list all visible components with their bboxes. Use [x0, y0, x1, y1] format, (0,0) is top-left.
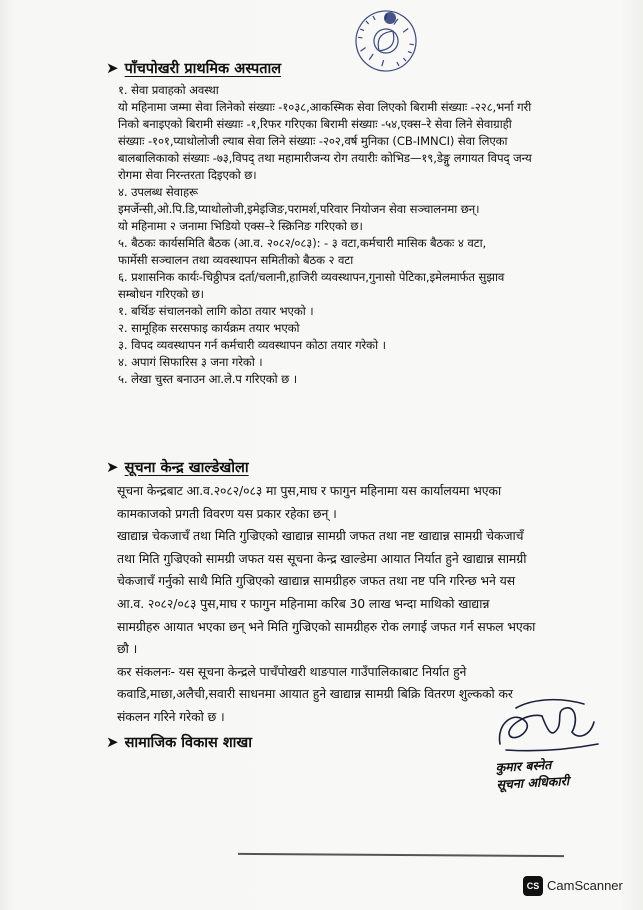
hospital-report-text: [118, 82, 532, 388]
text-line: निको बनाइएको बिरामी संख्याः -१,रिफर गरिएका बिरामी संख्याः -५४,एक्स–रे सेवा लिने सेवाग्राही: [118, 117, 512, 131]
text-line: ३. विपद व्यवस्थापन गर्न कर्मचारी व्यवस्थापन कोठा तयार गरेको ।: [118, 338, 386, 352]
text-line: खाद्यान्न चेकजाचँ तथा मिति गुज्रिएको खाद्यान्न सामग्री जफत तथा नष्ट खाद्यान्न सामग्री चेकजाचँ: [117, 528, 524, 544]
text-line: ५. लेखा चुस्त बनाउन आ.ले.प गरिएको छ ।: [118, 372, 298, 386]
text-line: ४. अपागं सिफारिस ३ जना गरेको ।: [118, 355, 263, 369]
text-line: रोगमा सेवा निरन्तरता दिइएको छ।: [118, 168, 257, 182]
arrow-bullet-icon: ➤: [106, 733, 119, 751]
text-line: संकलन गरिने गरेको छ ।: [117, 708, 225, 724]
office-seal-stamp: [343, 4, 429, 78]
text-line: ६. प्रशासनिक कार्यः-चिठ्ठीपत्र दर्ता/चलानी,हाजिरी व्यवस्थापन,गुनासो पेटिका,इमेलमार्फत सुझाव: [118, 270, 505, 284]
text-line: कर संकलनः- यस सूचना केन्द्रले पाचँपोखरी थाङपाल गाउँपालिकाबाट निर्यात हुने: [117, 663, 467, 679]
text-line: चेकजाचँ गर्नुको साथै मिति गुज्रिएको खाद्यान्न सामग्रीहरु जफत तथा नष्ट पनि गरिन्छ भने यस: [117, 573, 516, 589]
text-line: छौ ।: [117, 641, 138, 657]
text-line: ५. बैठकः कार्यसमिति बैठक (आ.व. २०८२/०८३): - ३ वटा,कर्मचारी मासिक बैठकः ४ वटा,: [118, 236, 487, 250]
info-center-report-text: [117, 480, 535, 729]
bottom-edge-line: [238, 853, 564, 857]
text-line: सूचना केन्द्रबाट आ.व.२०८२/०८३ मा पुस,माघ र फागुन महिनामा यस कार्यालयमा भएका: [117, 483, 502, 498]
text-line: संख्याः -१०१,प्याथोलोजी ल्याब सेवा लिने संख्याः -२०२,वर्ष मुनिका (CB-IMNCI) सेवा लिएका: [118, 134, 508, 148]
text-line: सम्बोधन गरिएको छ।: [118, 287, 204, 301]
text-line: कामकाजको प्रगती विवरण यस प्रकार रहेका छन् ।: [117, 505, 337, 521]
text-line: १. सेवा प्रवाहको अवस्था: [118, 83, 219, 97]
text-line: बालबालिकाको संख्याः -७३,विपद् तथा महामारीजन्य रोग तयारीः कोभिड—१९,डेङ्गु लगायत विपद् जन्य: [118, 151, 532, 165]
section-heading-info-center: [106, 458, 249, 477]
signatory-block: [495, 755, 569, 793]
signatory-name: कुमार बस्नेत: [495, 757, 552, 775]
text-line: फार्मेसी सञ्चालन तथा व्यवस्थापन समितीको बैठक २ वटा: [118, 253, 354, 267]
camscanner-watermark: CamScanner: [547, 878, 623, 893]
text-line: कवाडि,माछा,अलैची,सवारी साधनमा आयात हुने खाद्यान्न सामग्री बिक्रि वितरण शुल्कको कर: [117, 686, 513, 702]
text-line: २. सामूहिक सरसफाइ कार्यक्रम तयार भएको: [118, 321, 300, 335]
camscanner-logo-icon: CS: [523, 876, 543, 896]
text-line: सामग्रीहरु आयात भएका छन् भने मिति गुज्रिएको सामग्रीहरु रोक लगाई जफत गर्न सफल भएका: [117, 618, 536, 634]
section-title: सूचना केन्द्र खाल्डेखोला: [124, 460, 249, 476]
arrow-bullet-icon: ➤: [106, 59, 119, 77]
text-line: इमर्जेन्सी,ओ.पि.डि,प्याथोलोजी,इमेइजिङ,परामर्श,परिवार नियोजन सेवा सञ्चालनमा छन्।: [118, 202, 480, 216]
text-line: यो महिनामा जम्मा सेवा लिनेको संख्याः -१०३८,आकस्मिक सेवा लिएको बिरामी संख्याः -२२८,भर्ना गरी: [118, 100, 532, 114]
text-line: १. बर्थिङ संचालनको लागि कोठा तयार भएको ।: [118, 304, 314, 318]
arrow-bullet-icon: ➤: [106, 458, 119, 476]
text-line: ४. उपलब्ध सेवाहरू: [118, 185, 198, 199]
text-line: यो महिनामा २ जनामा भिडियो एक्स–रे स्क्रिनिङ गरिएको छ।: [118, 219, 363, 233]
handwritten-signature: [486, 692, 606, 762]
section-title: सामाजिक विकास शाखा: [124, 735, 253, 751]
section-title: पाँचपोखरी प्राथमिक अस्पताल: [124, 61, 282, 77]
text-line: तथा मिति गुज्रिएको सामग्री जफत यस सूचना केन्द्र खाल्डेमा आयात निर्यात हुने खाद्यान्न सामग्री: [117, 550, 527, 566]
section-heading-hospital: [106, 59, 281, 78]
text-line: आ.व. २०८२/०८३ पुस,माघ र फागुन महिनामा करिब 30 लाख भन्दा माथिको खाद्यान्न: [117, 595, 490, 611]
signatory-position: सूचना अधिकारी: [496, 773, 570, 792]
section-heading-social-development: [106, 733, 252, 752]
